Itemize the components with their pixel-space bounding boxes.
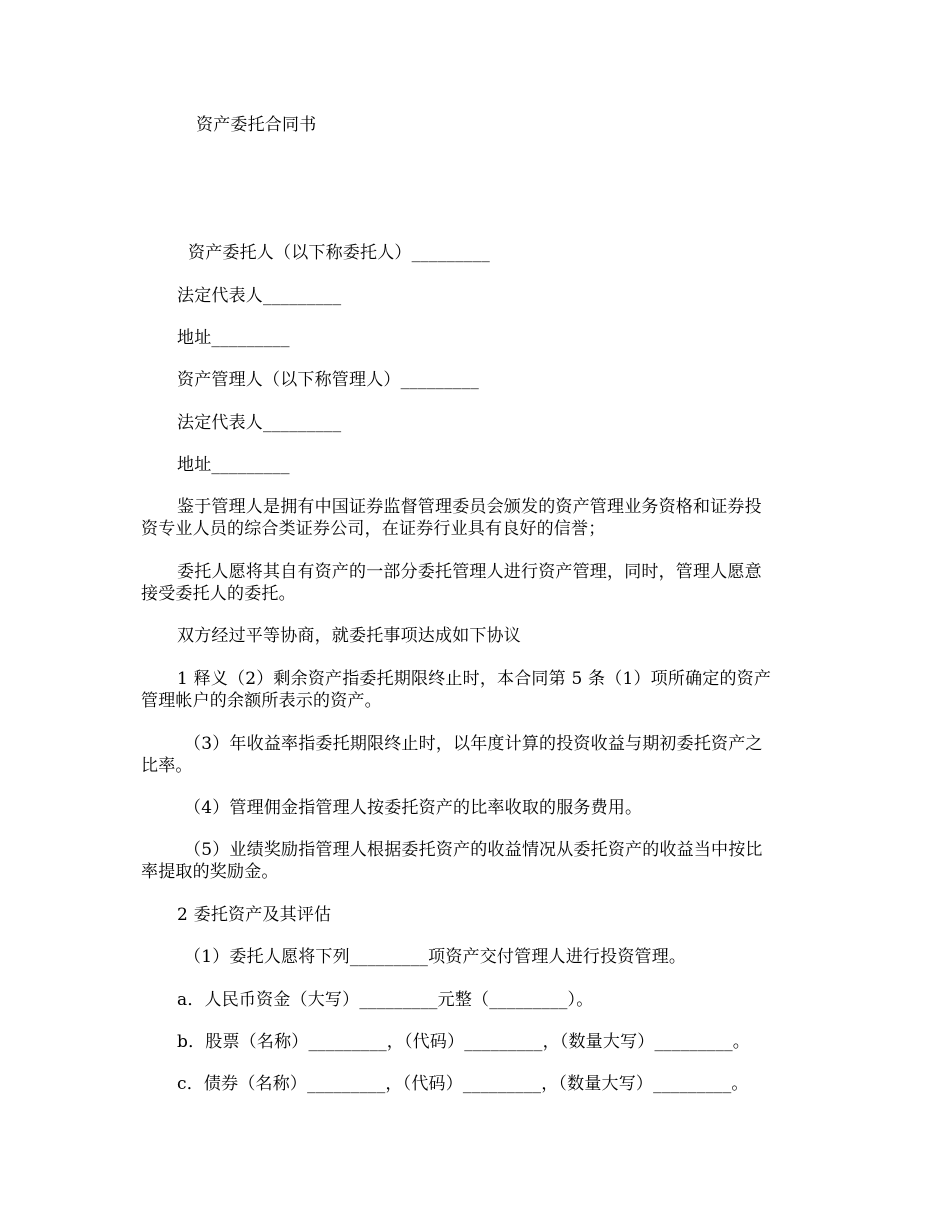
manager-line: 资产管理人（以下称管理人）_________ <box>177 370 479 390</box>
section2-item-a: a．人民币资金（大写）_________元整（_________）。 <box>177 990 594 1010</box>
section1-item3-line-1: （3）年收益率指委托期限终止时，以年度计算的投资收益与期初委托资产之 <box>184 734 763 754</box>
manager-address-line: 地址_________ <box>177 455 290 475</box>
section1-item4: （4）管理佣金指管理人按委托资产的比率收取的服务费用。 <box>184 798 643 818</box>
recital-paragraph-3: 双方经过平等协商，就委托事项达成如下协议 <box>177 626 521 646</box>
entrustor-line: 资产委托人（以下称委托人）_________ <box>188 243 490 263</box>
manager-representative-line: 法定代表人_________ <box>177 413 342 433</box>
recital-paragraph-1-line-2: 资专业人员的综合类证券公司，在证券行业具有良好的信誉； <box>141 519 606 539</box>
section2-item1: （1）委托人愿将下列_________项资产交付管理人进行投资管理。 <box>184 947 687 967</box>
section2-heading: 2 委托资产及其评估 <box>177 905 332 925</box>
entrustor-address-line: 地址_________ <box>177 328 290 348</box>
section2-item-b: b．股票（名称）_________，（代码）_________，（数量大写）_________。 <box>177 1032 750 1052</box>
section1-item5-line-1: （5）业绩奖励指管理人根据委托资产的收益情况从委托资产的收益当中按比 <box>184 840 763 860</box>
recital-paragraph-2-line-1: 委托人愿将其自有资产的一部分委托管理人进行资产管理，同时，管理人愿意 <box>177 562 762 582</box>
section1-item3-line-2: 比率。 <box>141 756 193 776</box>
recital-paragraph-2-line-2: 接受委托人的委托。 <box>141 584 296 604</box>
recital-paragraph-1-line-1: 鉴于管理人是拥有中国证券监督管理委员会颁发的资产管理业务资格和证券投 <box>177 497 762 517</box>
section1-item2-line-2: 管理帐户的余额所表示的资产。 <box>141 691 382 711</box>
section1-item2-line-1: 1 释义（2）剩余资产指委托期限终止时，本合同第 5 条（1）项所确定的资产 <box>177 669 772 689</box>
entrustor-representative-line: 法定代表人_________ <box>177 286 342 306</box>
section1-item5-line-2: 率提取的奖励金。 <box>141 862 279 882</box>
section2-item-c: c．债券（名称）_________，（代码）_________，（数量大写）_________。 <box>177 1074 749 1094</box>
document-title: 资产委托合同书 <box>196 115 317 135</box>
